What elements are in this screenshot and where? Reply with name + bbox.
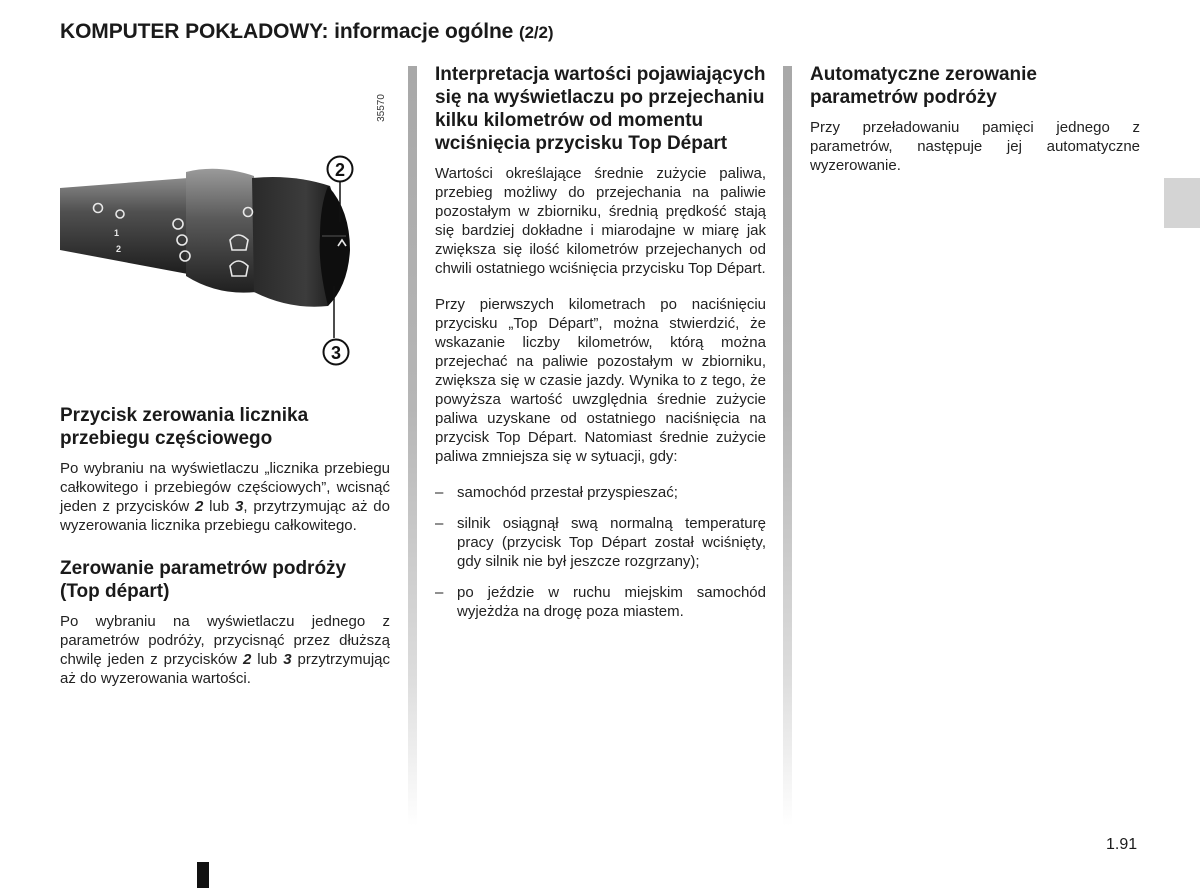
page-number: 1.91 bbox=[1106, 836, 1138, 853]
callout-3-label: 3 bbox=[330, 343, 342, 363]
interpretation-paragraph-2: Przy pierwszych kilometrach po naciśnięciu przycisku „Top Départ”, można stwierdzić, że wskazanie liczby kilometrów, którą można przejechać na paliwie pozostałym w zbiorniku, zwiększa się w czasie jazdy. Wynika to z tego, że powyższa wartość uwzględnia średnie zużycie paliwa uzyskane od ostatniego naciśnięcia na przycisk Top Départ. Natomiast średnie zużycie paliwa zmniejsza się w sytuacji, gdy: bbox=[435, 296, 766, 465]
stalk-mark-2: 2 bbox=[116, 244, 122, 254]
corner-crop-mark bbox=[197, 862, 209, 888]
section-heading-reset-trip: Przycisk zerowania licznika przebiegu częściowego bbox=[60, 405, 309, 449]
section-heading-auto-reset: Automatyczne zerowanie parametrów podróży bbox=[810, 64, 1037, 108]
page-title bbox=[60, 20, 553, 44]
conditions-list bbox=[435, 483, 766, 621]
section-heading-interpretation: Interpretacja wartości pojawiających się na wyświetlaczu po przejechaniu kilku kilometrów od momentu wciśnięcia przycisku Top Départ bbox=[435, 64, 766, 154]
illustration-code: 35570 bbox=[376, 94, 387, 122]
stalk-illustration bbox=[58, 60, 398, 380]
left-column bbox=[60, 404, 390, 705]
column-divider-right bbox=[783, 66, 792, 826]
middle-column bbox=[435, 63, 766, 633]
section-body-top-depart: Po wybraniu na wyświetlaczu jednego z parametrów podróży, przycisnąć przez dłuższą chwilę jeden z przycisków 2 lub 3 przytrzymując aż do wyzerowania wartości. bbox=[60, 613, 390, 687]
list-item: – samochód przestał przyspieszać; bbox=[435, 483, 766, 502]
callout-2-label: 2 bbox=[334, 160, 346, 180]
right-column bbox=[810, 63, 1140, 192]
section-tab-marker bbox=[1164, 178, 1200, 228]
column-divider-left bbox=[408, 66, 417, 826]
section-heading-top-depart: Zerowanie parametrów podróży (Top départ) bbox=[60, 558, 347, 602]
stalk-shaft bbox=[60, 178, 188, 274]
stalk-mark-1: 1 bbox=[114, 228, 120, 238]
page-title-suffix: (2/2) bbox=[519, 23, 554, 42]
auto-reset-paragraph: Przy przeładowaniu pamięci jednego z parametrów, następuje jej automatyczne wyzerowanie. bbox=[810, 119, 1140, 174]
list-item: – po jeździe w ruchu miejskim samochód wyjeżdża na drogę poza miastem. bbox=[435, 583, 766, 621]
page-title-main: KOMPUTER POKŁADOWY: informacje ogólne bbox=[60, 20, 514, 43]
list-item: – silnik osiągnął swą normalną temperaturę pracy (przycisk Top Départ został wciśnięty, gdy silnik nie był jeszcze rozgrzany); bbox=[435, 514, 766, 571]
stalk-drawing bbox=[58, 60, 398, 380]
section-body-reset-trip: Po wybraniu na wyświetlaczu „licznika przebiegu całkowitego i przebiegów częściowych”, wcisnąć jeden z przycisków 2 lub 3, przytrzymując aż do wyzerowania licznika przebiegu całkowitego. bbox=[60, 460, 390, 534]
interpretation-paragraph-1: Wartości określające średnie zużycie paliwa, przebieg możliwy do przejechania na paliwie pozostałym w zbiorniku, średnią prędkość stają się bardziej dokładne i miarodajne w miarę jak zwiększa się ilość kilometrów przejechanych od chwili ostatniego wciśnięcia przycisku Top Départ. bbox=[435, 165, 766, 277]
stalk-ring bbox=[186, 169, 256, 293]
